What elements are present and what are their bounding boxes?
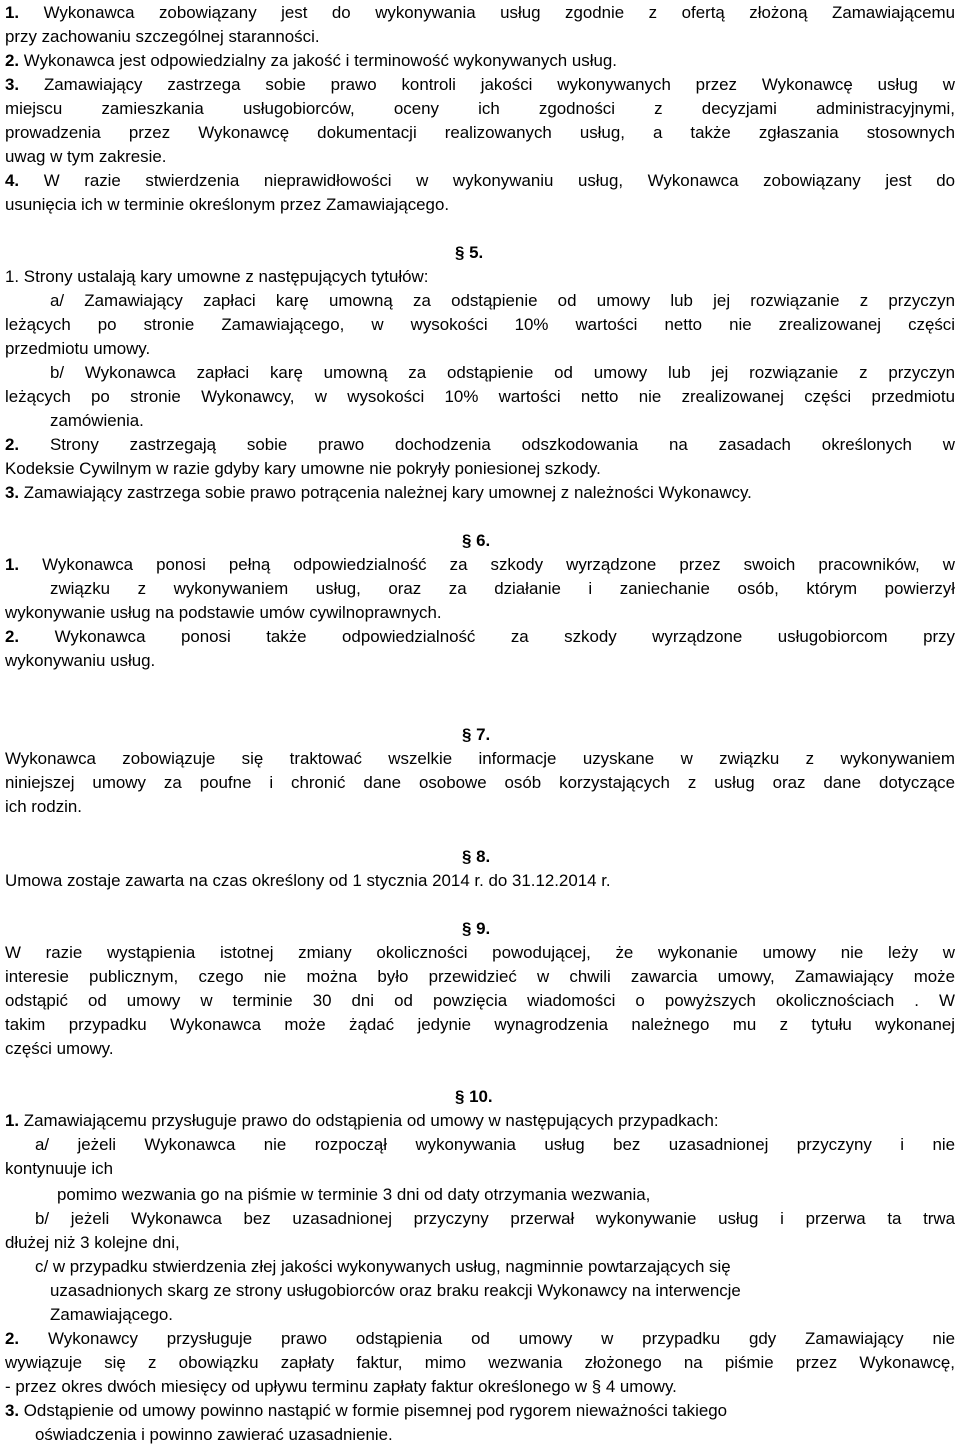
line-text: a/ jeżeli Wykonawca nie rozpoczął wykonywania usług bez uzasadnionej przyczyny i nie bbox=[35, 1135, 955, 1154]
line-text: Strony ustalają kary umowne z następujących tytułów: bbox=[23, 267, 429, 286]
paragraph-line bbox=[5, 338, 955, 362]
line-text: Kodeksie Cywilnym w razie gdyby kary umowne nie pokryły poniesionej szkody. bbox=[5, 459, 601, 478]
item-number: 1. bbox=[5, 555, 20, 574]
paragraph-line bbox=[5, 1376, 955, 1400]
line-text: Strony zastrzegają sobie prawo dochodzenia odszkodowania na zasadach określonych w bbox=[49, 435, 955, 454]
paragraph-line bbox=[50, 1304, 955, 1328]
item-number: 1. bbox=[5, 1111, 20, 1130]
section-heading: § 5. bbox=[455, 243, 484, 262]
item-number: 3. bbox=[5, 483, 20, 502]
line-text: Zamawiającego. bbox=[50, 1305, 173, 1324]
line-text: Wykonawca zobowiązany jest do wykonywania usług zgodnie z ofertą złożoną Zamawiającemu bbox=[43, 3, 955, 22]
line-text: usunięcia ich w terminie określonym przez Zamawiającego. bbox=[5, 195, 450, 214]
line-text: b/ jeżeli Wykonawca bez uzasadnionej przyczyny przerwał wykonywanie usług i przerwa ta trwa bbox=[35, 1209, 955, 1228]
line-text: kontynuuje ich bbox=[5, 1159, 113, 1178]
paragraph-line bbox=[5, 458, 955, 482]
paragraph-line bbox=[5, 194, 955, 218]
paragraph-line bbox=[5, 796, 955, 820]
paragraph-line bbox=[50, 410, 955, 434]
paragraph-line bbox=[5, 1014, 955, 1038]
section-heading: § 9. bbox=[462, 919, 491, 938]
paragraph-line bbox=[5, 1352, 955, 1376]
line-text: związku z wykonywaniem usług, oraz za działanie i zaniechanie osób, którym powierzył bbox=[50, 579, 955, 598]
line-text: takim przypadku Wykonawca może żądać jedynie wynagrodzenia należnego mu z tytułu wykonanej bbox=[5, 1015, 955, 1034]
paragraph-line bbox=[50, 290, 955, 314]
line-text: Zamawiający zastrzega sobie prawo potrącenia należnej kary umownej z należności Wykonawcy. bbox=[23, 483, 752, 502]
line-text: uwag w tym zakresie. bbox=[5, 147, 167, 166]
line-text: Zamawiający zastrzega sobie prawo kontroli jakości wykonywanych przez Wykonawcę usług w bbox=[43, 75, 955, 94]
line-text: oświadczenia i powinno zawierać uzasadnienie. bbox=[35, 1425, 393, 1444]
line-text: Wykonawca zobowiązuje się traktować wszelkie informacje uzyskane w związku z wykonywaniem bbox=[5, 749, 955, 768]
line-text: prowadzenia przez Wykonawcę dokumentacji realizowanych usług, a także zgłaszania stosownych bbox=[5, 123, 955, 142]
line-text: Umowa zostaje zawarta na czas określony od 1 stycznia 2014 r. do 31.12.2014 r. bbox=[5, 871, 611, 890]
section-heading: § 10. bbox=[455, 1087, 493, 1106]
item-number: 3. bbox=[5, 1401, 20, 1420]
line-text: pomimo wezwania go na piśmie w terminie 3 dni od daty otrzymania wezwania, bbox=[57, 1185, 651, 1204]
numbered-paragraph-line bbox=[5, 482, 955, 506]
line-text: niniejszej umowy za poufne i chronić dane osobowe osób korzystających z usług oraz dane dotyczące bbox=[5, 773, 955, 792]
line-text: Wykonawca ponosi pełną odpowiedzialność za szkody wyrządzone przez swoich pracowników, w bbox=[42, 555, 955, 574]
paragraph-line bbox=[5, 650, 955, 674]
paragraph-line bbox=[35, 1256, 955, 1280]
paragraph-line bbox=[35, 1208, 955, 1232]
numbered-paragraph-line bbox=[5, 434, 955, 458]
paragraph-line bbox=[5, 26, 955, 50]
paragraph-line bbox=[5, 942, 955, 966]
line-text: wywiązuje się z obowiązku zapłaty faktur, mimo wezwania złożonego na piśmie przez Wykonawcę, bbox=[5, 1353, 955, 1372]
line-text: Odstąpienie od umowy powinno nastąpić w formie pisemnej pod rygorem nieważności takiego bbox=[23, 1401, 728, 1420]
numbered-paragraph-line bbox=[5, 1110, 955, 1134]
line-text: miejscu zamieszkania usługobiorców, oceny ich zgodności z decyzjami administracyjnymi, bbox=[5, 99, 955, 118]
paragraph-line bbox=[35, 1134, 955, 1158]
line-text: Wykonawcy przysługuje prawo odstąpienia od umowy w przypadku gdy Zamawiający nie bbox=[47, 1329, 955, 1348]
paragraph-line bbox=[57, 1184, 955, 1208]
line-text: c/ w przypadku stwierdzenia złej jakości wykonywanych usług, nagminnie powtarzających się bbox=[35, 1257, 731, 1276]
paragraph-line bbox=[5, 386, 955, 410]
paragraph-line bbox=[5, 314, 955, 338]
line-text: - przez okres dwóch miesięcy od upływu terminu zapłaty faktur określonego w § 4 umowy. bbox=[5, 1377, 677, 1396]
line-text: wykonywaniu usług. bbox=[5, 651, 156, 670]
paragraph-line bbox=[5, 1232, 955, 1256]
numbered-paragraph-line bbox=[5, 554, 955, 578]
line-text: części umowy. bbox=[5, 1039, 114, 1058]
line-text: Wykonawca ponosi także odpowiedzialność za szkody wyrządzone usługobiorcom przy bbox=[54, 627, 955, 646]
numbered-paragraph-line bbox=[5, 74, 955, 98]
item-number: 2. bbox=[5, 435, 20, 454]
line-text: W razie stwierdzenia nieprawidłowości w wykonywaniu usług, Wykonawca zobowiązany jest do bbox=[43, 171, 955, 190]
line-text: b/ Wykonawca zapłaci karę umowną za odstąpienie od umowy lub jej rozwiązanie z przyczyn bbox=[50, 363, 955, 382]
item-number: 3. bbox=[5, 75, 20, 94]
paragraph-line bbox=[5, 122, 955, 146]
paragraph-line bbox=[5, 990, 955, 1014]
numbered-paragraph-line bbox=[5, 1328, 955, 1352]
paragraph-line bbox=[5, 966, 955, 990]
item-number: 2. bbox=[5, 1329, 20, 1348]
line-text: wykonywanie usług na podstawie umów cywilnoprawnych. bbox=[5, 603, 442, 622]
item-number: 4. bbox=[5, 171, 20, 190]
paragraph-line bbox=[50, 362, 955, 386]
numbered-paragraph-line bbox=[5, 626, 955, 650]
paragraph-line bbox=[50, 1280, 955, 1304]
line-text: dłużej niż 3 kolejne dni, bbox=[5, 1233, 180, 1252]
line-text: odstąpić od umowy w terminie 30 dni od powzięcia wiadomości o powyższych okolicznościach . W bbox=[5, 991, 955, 1010]
paragraph-line bbox=[5, 98, 955, 122]
line-text: a/ Zamawiający zapłaci karę umowną za odstąpienie od umowy lub jej rozwiązanie z przyczyn bbox=[50, 291, 955, 310]
paragraph-line bbox=[5, 1158, 955, 1182]
numbered-paragraph-line bbox=[5, 2, 955, 26]
numbered-paragraph-line bbox=[5, 50, 955, 74]
numbered-paragraph-line bbox=[5, 266, 955, 290]
section-heading: § 6. bbox=[462, 531, 491, 550]
item-number: 1. bbox=[5, 267, 20, 286]
line-text: uzasadnionych skarg ze strony usługobiorców oraz braku reakcji Wykonawcy na interwencje bbox=[50, 1281, 741, 1300]
paragraph-line bbox=[5, 772, 955, 796]
numbered-paragraph-line bbox=[5, 1400, 955, 1424]
paragraph-line bbox=[50, 578, 955, 602]
line-text: leżących po stronie Wykonawcy, w wysokości 10% wartości netto nie zrealizowanej części przedmiotu bbox=[5, 387, 955, 406]
line-text: Zamawiającemu przysługuje prawo do odstąpienia od umowy w następujących przypadkach: bbox=[23, 1111, 719, 1130]
item-number: 2. bbox=[5, 627, 20, 646]
paragraph-line bbox=[5, 748, 955, 772]
paragraph-line bbox=[5, 1038, 955, 1062]
line-text: leżących po stronie Zamawiającego, w wysokości 10% wartości netto nie zrealizowanej części bbox=[5, 315, 955, 334]
line-text: zamówienia. bbox=[50, 411, 144, 430]
paragraph-line bbox=[35, 1424, 955, 1448]
line-text: przedmiotu umowy. bbox=[5, 339, 151, 358]
section-heading: § 7. bbox=[462, 725, 491, 744]
line-text: interesie publicznym, czego nie można było przewidzieć w chwili zawarcia umowy, Zamawiający może bbox=[5, 967, 955, 986]
paragraph-line bbox=[5, 602, 955, 626]
line-text: Wykonawca jest odpowiedzialny za jakość i terminowość wykonywanych usług. bbox=[23, 51, 617, 70]
line-text: W razie wystąpienia istotnej zmiany okoliczności powodującej, że wykonanie umowy nie leży w bbox=[5, 943, 955, 962]
line-text: ich rodzin. bbox=[5, 797, 82, 816]
item-number: 2. bbox=[5, 51, 20, 70]
paragraph-line bbox=[5, 146, 955, 170]
numbered-paragraph-line bbox=[5, 170, 955, 194]
paragraph-line bbox=[5, 870, 955, 894]
item-number: 1. bbox=[5, 3, 20, 22]
line-text: przy zachowaniu szczególnej staranności. bbox=[5, 27, 320, 46]
section-heading: § 8. bbox=[462, 847, 491, 866]
